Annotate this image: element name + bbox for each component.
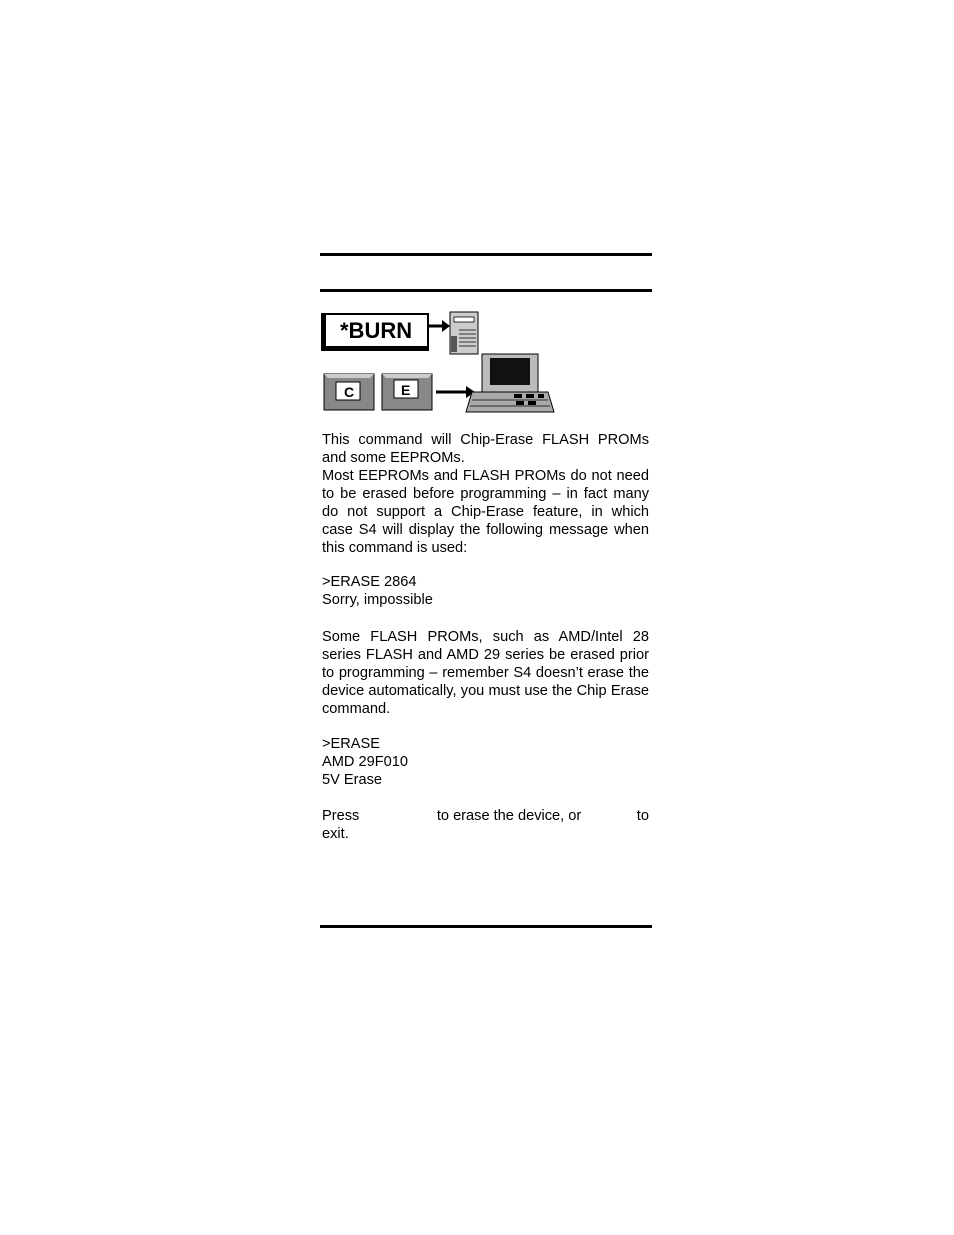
press-line: [322, 807, 649, 825]
example2-command: >ERASE: [322, 736, 380, 752]
example1-block: [322, 573, 649, 609]
example2-mode: 5V Erase: [322, 772, 383, 788]
example2-device: AMD 29F010: [322, 754, 408, 770]
example2-block: [322, 735, 649, 789]
key-placeholder: [367, 807, 429, 825]
intro-text: [322, 431, 649, 557]
burn-erase-illustration: [320, 308, 560, 416]
burn-label: *BURN: [340, 318, 413, 343]
press-to: to: [636, 808, 649, 824]
e-key: [382, 374, 432, 410]
c-key-label: C: [344, 384, 355, 400]
press-exit: exit.: [322, 826, 349, 842]
bottom-rule: [320, 925, 652, 928]
example1-command: >ERASE 2864: [322, 574, 417, 590]
press-block: [322, 807, 649, 843]
key-placeholder: [589, 807, 629, 825]
example1-response: Sorry, impossible: [322, 592, 433, 608]
arrow-right-icon: [428, 320, 450, 332]
computer-icon: [466, 354, 554, 412]
flash-paragraph: Some FLASH PROMs, such as AMD/Intel 28 series FLASH and AMD 29 series be erased prior to programming – remember S4 doesn’t erase the device automatically, you must use the Chip Erase command.: [322, 629, 649, 717]
press-word: Press: [322, 808, 360, 824]
top-rule: [320, 253, 652, 256]
intro-line1: This command will Chip-Erase FLASH PROMs and some EEPROMs.: [322, 432, 649, 466]
document-icon: [450, 312, 478, 354]
press-middle: to erase the device, or: [436, 808, 582, 824]
e-key-label: E: [401, 382, 411, 398]
intro-line2: Most EEPROMs and FLASH PROMs do not need to be erased before programming – in fact many do not support a Chip-Erase feature, in which case S4 will display the following message when this command is used:: [322, 468, 649, 556]
flash-paragraph-block: [322, 628, 649, 718]
burn-key: [322, 314, 428, 350]
header-rule: [320, 289, 652, 292]
arrow-right-icon: [436, 386, 475, 398]
c-key: [324, 374, 374, 410]
